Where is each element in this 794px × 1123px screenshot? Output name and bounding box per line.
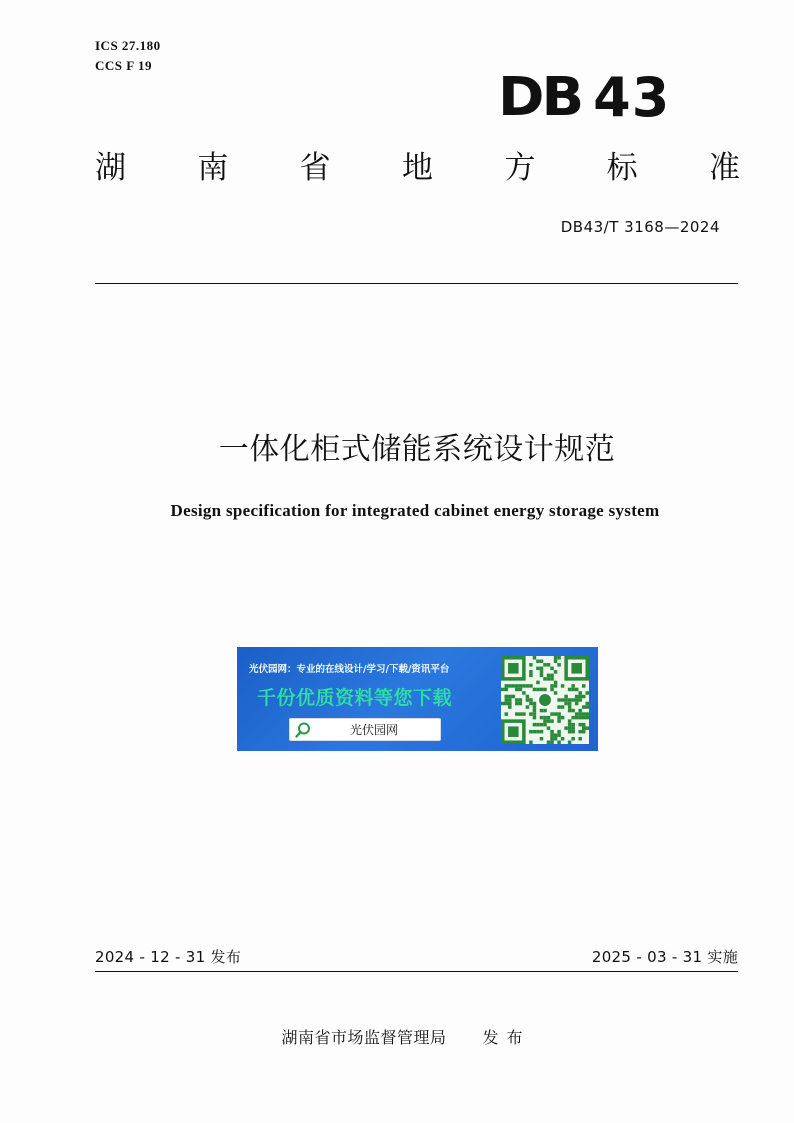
heading-char: 地 <box>401 150 433 186</box>
ccs-code: CCS F 19 <box>95 58 152 73</box>
standard-number: DB43/T 3168—2024 <box>560 218 720 236</box>
banner-search-box[interactable] <box>289 718 441 741</box>
heading-char: 省 <box>299 150 331 186</box>
top-divider <box>95 283 738 284</box>
ics-code: ICS 27.180 <box>95 38 161 53</box>
publisher-line <box>0 1025 794 1048</box>
banner-search-text: 光伏园网 <box>349 723 398 737</box>
qr-code <box>501 656 589 744</box>
publisher-name: 湖南省市场监督管理局 <box>281 1028 447 1047</box>
publisher-action: 发布 <box>482 1028 531 1047</box>
standard-type-heading <box>95 148 740 188</box>
heading-char: 准 <box>708 150 740 186</box>
document-title-english: Design specification for integrated cabinet energy storage system <box>170 501 660 520</box>
heading-char: 标 <box>606 150 638 186</box>
issue-date: 2024 - 12 - 31 发布 <box>95 948 242 966</box>
db-region-number: 43 <box>593 66 671 129</box>
heading-char: 湖 <box>95 150 126 186</box>
banner-slogan: 千份优质资料等您下载 <box>257 687 453 709</box>
db43-logo <box>498 68 683 128</box>
db-letters: DB <box>498 66 582 129</box>
heading-char: 方 <box>504 150 536 186</box>
search-icon <box>290 719 316 740</box>
promo-banner[interactable] <box>237 647 598 751</box>
document-title-chinese: 一体化柜式储能系统设计规范 <box>218 432 616 467</box>
bottom-divider <box>95 971 738 972</box>
heading-char: 南 <box>197 150 229 186</box>
banner-tagline: 光伏园网：专业的在线设计/学习/下载/资讯平台 <box>249 664 450 675</box>
implementation-date: 2025 - 03 - 31 实施 <box>591 948 738 966</box>
